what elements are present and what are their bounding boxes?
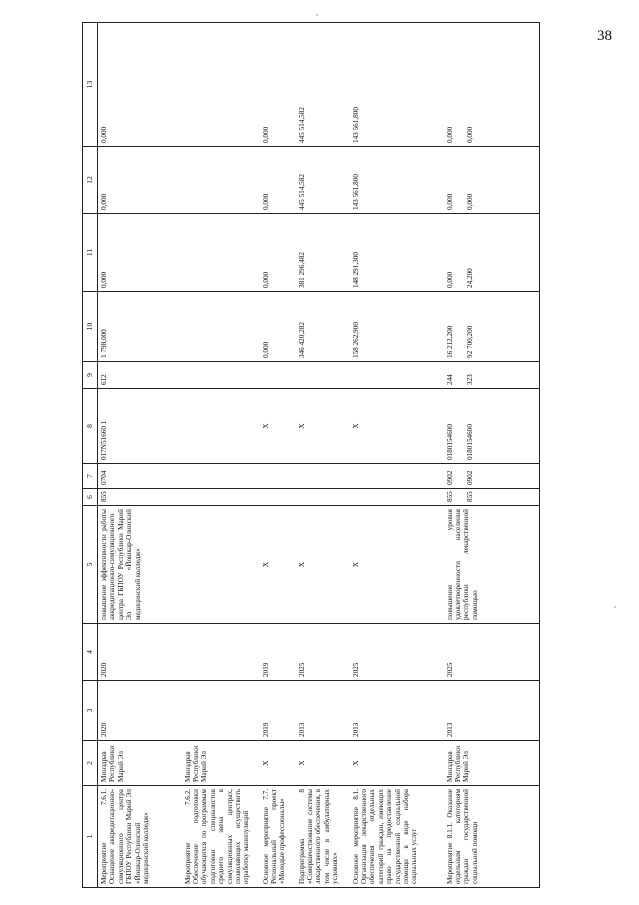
table-cell-col7 [350, 464, 444, 489]
table-cell-col4: 2025 [350, 624, 444, 681]
table-cell-col6: 855 [98, 489, 182, 506]
table-cell-col8: 0180154600 0180154600 [444, 389, 540, 464]
table-cell-col5 [182, 506, 260, 624]
budget-table [82, 22, 540, 888]
col-header: 7 [83, 464, 98, 489]
col-header: 10 [83, 292, 98, 362]
table-cell-col12: 0,000 0,000 [444, 147, 540, 214]
table-cell-col11: 0,000 [98, 214, 182, 292]
col-header: 12 [83, 147, 98, 214]
table-cell-col8: 017N51660 1 [98, 389, 182, 464]
table-cell-col13: 0,000 0,000 [444, 23, 540, 147]
table-cell-col10: 1 798,000 [98, 292, 182, 362]
table-cell-col6 [350, 489, 444, 506]
col-header: 9 [83, 362, 98, 389]
table-cell-col1: Мероприятие 7.6.1. Оснащение аккредитационно-симуляционного центра ГБПОУ Республики Марий Эл «Йошкар-Олинский медицинский колледж» [98, 786, 182, 888]
table-cell-col13: 445 514,582 [296, 23, 350, 147]
col-header: 2 [83, 741, 98, 786]
table-cell-col4: 2025 [444, 624, 540, 681]
col-header: 6 [83, 489, 98, 506]
table-cell-col12: 0,000 [260, 147, 296, 214]
table-cell-col4: 2020 [98, 624, 182, 681]
table-row [260, 23, 296, 888]
col-header: 5 [83, 506, 98, 624]
table-cell-col1: Подпрограмма 8 «Совершенствование системы лекарственного обеспечения, в том числе в амбулаторных условиях» [296, 786, 350, 888]
table-cell-col9: 244 323 [444, 362, 540, 389]
table-cell-col5: повышение эффективности работы аккредитационно-симуляционного центра ГБПОУ Республики Марий Эл «Йошкар-Олинский медицинский колледж» [98, 506, 182, 624]
table-cell-col2: Минздрав Республики Марий Эл [182, 741, 260, 786]
table-cell-col5: X [260, 506, 296, 624]
col-header: 1 [83, 786, 98, 888]
table-cell-col3: 2013 [296, 681, 350, 741]
table-cell-col1: Основное мероприятие 7.7. Региональный проект «Молодые профессионалы» [260, 786, 296, 888]
table-cell-col8: X [350, 389, 444, 464]
scan-speck [614, 606, 616, 608]
table-cell-col7: 0902 0902 [444, 464, 540, 489]
table-cell-col2: Минздрав Республики Марий Эл [444, 741, 540, 786]
table-cell-col4 [182, 624, 260, 681]
table-cell-col8: X [260, 389, 296, 464]
table-cell-col10: 16 212,200 92 700,200 [444, 292, 540, 362]
table-cell-col2: Минздрав Республики Марий Эл [98, 741, 182, 786]
table-cell-col13: 0,000 [260, 23, 296, 147]
table-cell-col11: 381 296,482 [296, 214, 350, 292]
table-cell-col11: 0,000 [260, 214, 296, 292]
table-cell-col13: 143 561,800 [350, 23, 444, 147]
table-row [182, 23, 260, 888]
table-cell-col3: 2013 [444, 681, 540, 741]
table-cell-col5: X [296, 506, 350, 624]
col-header: 4 [83, 624, 98, 681]
table-row [296, 23, 350, 888]
table-cell-col3 [182, 681, 260, 741]
table-cell-col12: 445 514,582 [296, 147, 350, 214]
table-cell-col9 [182, 362, 260, 389]
table-row [444, 23, 540, 888]
scan-speck [316, 14, 318, 16]
table-cell-col9 [260, 362, 296, 389]
table-cell-col11: 148 291,300 [350, 214, 444, 292]
table-row [350, 23, 444, 888]
col-header: 3 [83, 681, 98, 741]
rotated-table-page [82, 23, 608, 888]
table-cell-col2: X [350, 741, 444, 786]
table-cell-col12 [182, 147, 260, 214]
col-header: 13 [83, 23, 98, 147]
table-cell-col10 [182, 292, 260, 362]
table-cell-col9 [350, 362, 444, 389]
table-cell-col11: 0,000 24,200 [444, 214, 540, 292]
table-cell-col1: Основное мероприятие 8.1. Организация лекарственного обеспечения отдельных категорий граждан, имеющих право на предоставление государственной социальной помощи в виде набора социальных услуг [350, 786, 444, 888]
table-cell-col12: 143 561,800 [350, 147, 444, 214]
col-header: 11 [83, 214, 98, 292]
table-cell-col5: повышение уровня удовлетворенности населения республики лекарственной помощью [444, 506, 540, 624]
table-cell-col7 [296, 464, 350, 489]
table-body [98, 23, 540, 888]
table-cell-col8: X [296, 389, 350, 464]
table-cell-col6 [296, 489, 350, 506]
table-row [98, 23, 182, 888]
table-cell-col7 [260, 464, 296, 489]
table-cell-col8 [182, 389, 260, 464]
table-cell-col4: 2019 [260, 624, 296, 681]
table-cell-col9 [296, 362, 350, 389]
column-number-header [83, 23, 98, 888]
table-cell-col6 [260, 489, 296, 506]
table-cell-col3: 2019 [260, 681, 296, 741]
table-cell-col3: 2013 [350, 681, 444, 741]
table-cell-col1: Мероприятие 7.6.2. Обеспечение подготовки обучающихся по программам подготовки специалистов среднего звена в симуляционных центрах, позволяющих осуществить отработку манипуляций [182, 786, 260, 888]
table-cell-col4: 2025 [296, 624, 350, 681]
table-cell-col6: 855 855 [444, 489, 540, 506]
table-cell-col2: X [260, 741, 296, 786]
table-cell-col1: Мероприятие 8.1.1. Оказание отдельным категориям граждан государственной социальной помощи [444, 786, 540, 888]
table-cell-col10: 0,000 [260, 292, 296, 362]
table-cell-col12: 0,000 [98, 147, 182, 214]
table-cell-col10: 158 262,900 [350, 292, 444, 362]
table-cell-col5: X [350, 506, 444, 624]
table-cell-col9: 612 [98, 362, 182, 389]
table-cell-col3: 2020 [98, 681, 182, 741]
table-cell-col13 [182, 23, 260, 147]
col-header: 8 [83, 389, 98, 464]
table-cell-col13: 0,000 [98, 23, 182, 147]
page-number: 38 [597, 28, 612, 44]
table-cell-col7: 0704 [98, 464, 182, 489]
table-cell-col2: X [296, 741, 350, 786]
table-cell-col11 [182, 214, 260, 292]
table-cell-col10: 346 420,282 [296, 292, 350, 362]
table-cell-col6 [182, 489, 260, 506]
table-cell-col7 [182, 464, 260, 489]
